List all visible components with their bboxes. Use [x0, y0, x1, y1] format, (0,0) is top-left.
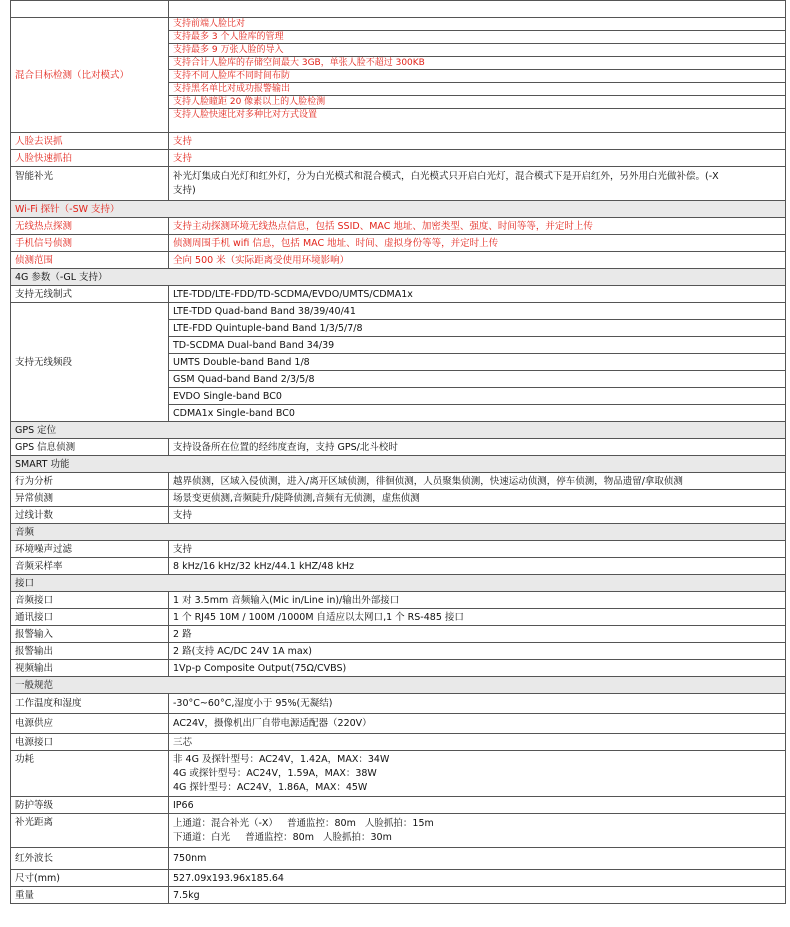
section-title-smart: SMART 功能: [11, 456, 786, 473]
comm-label: 通讯接口: [11, 609, 169, 626]
table-row: [11, 643, 786, 660]
mixed-item: 支持人脸快速比对多种比对方式设置: [173, 110, 318, 120]
alarm-out-value: 2 路(支持 AC/DC 24V 1A max): [169, 643, 786, 660]
table-row: [11, 439, 786, 456]
bands-label: 支持无线频段: [11, 303, 169, 422]
table-row: [11, 235, 786, 252]
smart-light-value: [169, 167, 786, 201]
band-item: CDMA1x Single-band BC0: [169, 405, 786, 422]
mixed-item: 支持人脸瞳距 20 像素以上的人脸检测: [169, 96, 785, 109]
smart-light-label: 智能补光: [11, 167, 169, 201]
band-item: UMTS Double-band Band 1/8: [169, 354, 786, 371]
fill-value: [169, 814, 786, 848]
noise-label: 环境噪声过滤: [11, 541, 169, 558]
section-title-audio: 音频: [11, 524, 786, 541]
section-row-gps: [11, 422, 786, 439]
section-title-4g: 4G 参数（-GL 支持）: [11, 269, 786, 286]
fill-line: 上通道：混合补光（-X） 普通监控：80m 人脸抓拍：15m: [173, 817, 434, 829]
weight-value: 7.5kg: [169, 887, 786, 904]
section-row-audio: [11, 524, 786, 541]
table-row: [11, 150, 786, 167]
table-row: [11, 252, 786, 269]
gps-value: 支持设备所在位置的经纬度查询，支持 GPS/北斗校时: [169, 439, 786, 456]
table-row: [11, 848, 786, 870]
band-item: GSM Quad-band Band 2/3/5/8: [169, 371, 786, 388]
fill-line: 下通道：白光 普通监控：80m 人脸抓拍：30m: [173, 831, 392, 843]
comm-value: 1 个 RJ45 10M / 100M /1000M 自适应以太网口,1 个 RS-485 接口: [169, 609, 786, 626]
count-value: 支持: [169, 507, 786, 524]
ip-label: 防护等级: [11, 797, 169, 814]
range-value: 全向 500 米（实际距离受使用环境影响）: [169, 252, 786, 269]
phone-label: 手机信号侦测: [11, 235, 169, 252]
consumption-line: 4G 或探针型号：AC24V，1.59A，MAX：38W: [173, 767, 377, 779]
consumption-label: 功耗: [11, 751, 169, 797]
behavior-value: 越界侦测，区域入侵侦测，进入/离开区域侦测，徘徊侦测，人员聚集侦测，快速运动侦测，停车侦测，物品遗留/拿取侦测: [169, 473, 786, 490]
band-item: LTE-TDD Quad-band Band 38/39/40/41: [169, 303, 786, 320]
ir-label: 红外波长: [11, 848, 169, 870]
table-row: [11, 473, 786, 490]
table-row: [11, 286, 786, 303]
table-row-mixed: [11, 18, 786, 133]
power-label: 电源供应: [11, 714, 169, 734]
face-fast-label: 人脸快速抓拍: [11, 150, 169, 167]
table-row: [11, 660, 786, 677]
mixed-item: 支持最多 3 个人脸库的管理: [169, 31, 785, 44]
ip-value: IP66: [169, 797, 786, 814]
temp-value: -30°C~60°C,湿度小于 95%(无凝结): [169, 694, 786, 714]
table-row: [11, 797, 786, 814]
table-row: [11, 133, 786, 150]
behavior-label: 行为分析: [11, 473, 169, 490]
anomaly-value: 场景变更侦测,音频陡升/陡降侦测,音频有无侦测，虚焦侦测: [169, 490, 786, 507]
mixed-item: 支持黑名单比对成功报警输出: [169, 83, 785, 96]
face-fast-value: 支持: [169, 150, 786, 167]
mixed-item: 支持不同人脸库不同时间布防: [169, 70, 785, 83]
table-row-empty: [11, 1, 786, 18]
section-title-interface: 接口: [11, 575, 786, 592]
mixed-item: 支持合计人脸库的存储空间最大 3GB，单张人脸不超过 300KB: [169, 57, 785, 70]
noise-value: 支持: [169, 541, 786, 558]
wireless-std-label: 支持无线制式: [11, 286, 169, 303]
band-item: EVDO Single-band BC0: [169, 388, 786, 405]
size-label: 尺寸(mm): [11, 870, 169, 887]
face-dedup-value: 支持: [169, 133, 786, 150]
mixed-item: 支持前端人脸比对: [169, 18, 785, 31]
mixed-item: 支持最多 9 万张人脸的导入: [169, 44, 785, 57]
anomaly-label: 异常侦测: [11, 490, 169, 507]
alarm-out-label: 报警输出: [11, 643, 169, 660]
table-row: [11, 814, 786, 848]
sample-value: 8 kHz/16 kHz/32 kHz/44.1 kHZ/48 kHz: [169, 558, 786, 575]
section-title-wifi: Wi-Fi 探针（-SW 支持）: [11, 201, 786, 218]
empty-cell: [11, 1, 169, 18]
table-row: [11, 303, 786, 320]
hotspot-value: 支持主动探测环境无线热点信息，包括 SSID、MAC 地址、加密类型、强度、时间等等，并定时上传: [169, 218, 786, 235]
weight-label: 重量: [11, 887, 169, 904]
band-item: TD-SCDMA Dual-band Band 34/39: [169, 337, 786, 354]
fill-label: 补光距离: [11, 814, 169, 848]
smart-light-line: 支持): [173, 184, 196, 196]
table-row: [11, 167, 786, 201]
table-row: [11, 218, 786, 235]
mixed-label: 混合目标检测（比对模式）: [11, 18, 169, 133]
smart-light-line: 补光灯集成白光灯和红外灯，分为白光模式和混合模式，白光模式只开启白光灯，混合模式下是开启红外，另外用白光做补偿。(-X: [173, 170, 719, 182]
table-row: [11, 751, 786, 797]
audio-if-value: 1 对 3.5mm 音频输入(Mic in/Line in)/输出外部接口: [169, 592, 786, 609]
section-row-4g: [11, 269, 786, 286]
table-row: [11, 507, 786, 524]
section-row-general: [11, 677, 786, 694]
power-if-value: 三芯: [169, 734, 786, 751]
range-label: 侦测范围: [11, 252, 169, 269]
table-row: [11, 541, 786, 558]
ir-value: 750nm: [169, 848, 786, 870]
size-value: 527.09x193.96x185.64: [169, 870, 786, 887]
wireless-std-value: LTE-TDD/LTE-FDD/TD-SCDMA/EVDO/UMTS/CDMA1x: [169, 286, 786, 303]
video-out-label: 视频输出: [11, 660, 169, 677]
mixed-items: [169, 18, 786, 133]
power-if-label: 电源接口: [11, 734, 169, 751]
table-row: [11, 887, 786, 904]
table-row: [11, 609, 786, 626]
hotspot-label: 无线热点探测: [11, 218, 169, 235]
empty-cell: [169, 1, 786, 18]
spec-table: [10, 0, 786, 904]
band-item: LTE-FDD Quintuple-band Band 1/3/5/7/8: [169, 320, 786, 337]
power-value: AC24V，摄像机出厂自带电源适配器（220V）: [169, 714, 786, 734]
video-out-value: 1Vp-p Composite Output(75Ω/CVBS): [169, 660, 786, 677]
section-title-general: 一般规范: [11, 677, 786, 694]
table-row: [11, 694, 786, 714]
table-row: [11, 870, 786, 887]
table-row: [11, 626, 786, 643]
table-row: [11, 734, 786, 751]
table-row: [11, 592, 786, 609]
face-dedup-label: 人脸去误抓: [11, 133, 169, 150]
consumption-line: 4G 探针型号：AC24V，1.86A，MAX：45W: [173, 781, 368, 793]
phone-value: 侦测周围手机 wifi 信息，包括 MAC 地址、时间、虚拟身份等等，并定时上传: [169, 235, 786, 252]
consumption-line: 非 4G 及探针型号：AC24V，1.42A，MAX：34W: [173, 753, 390, 765]
temp-label: 工作温度和湿度: [11, 694, 169, 714]
alarm-in-label: 报警输入: [11, 626, 169, 643]
section-row-interface: [11, 575, 786, 592]
alarm-in-value: 2 路: [169, 626, 786, 643]
sample-label: 音频采样率: [11, 558, 169, 575]
table-row: [11, 558, 786, 575]
gps-label: GPS 信息侦测: [11, 439, 169, 456]
table-row: [11, 490, 786, 507]
section-row-smart: [11, 456, 786, 473]
consumption-value: [169, 751, 786, 797]
section-row-wifi: [11, 201, 786, 218]
table-row: [11, 714, 786, 734]
count-label: 过线计数: [11, 507, 169, 524]
audio-if-label: 音频接口: [11, 592, 169, 609]
section-title-gps: GPS 定位: [11, 422, 786, 439]
